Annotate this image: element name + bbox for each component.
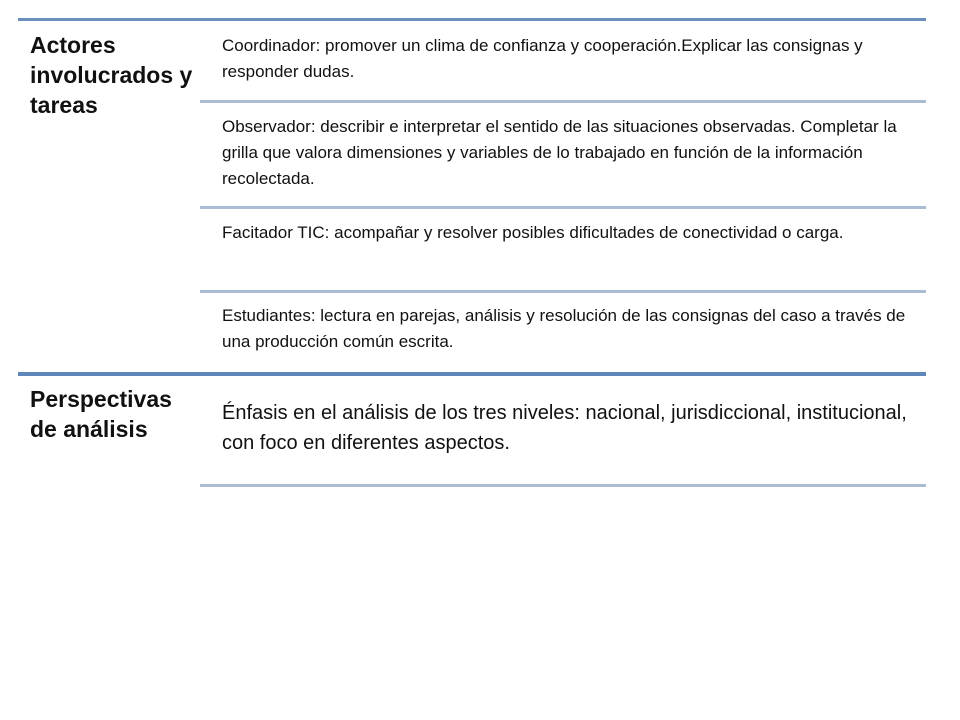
cell-divider xyxy=(200,100,926,103)
cell-divider xyxy=(200,206,926,209)
cell-coordinador: Coordinador: promover un clima de confianza y cooperación.Explicar las consignas y responder dudas. xyxy=(222,36,863,81)
table-top-rule xyxy=(18,18,926,21)
row-divider xyxy=(18,372,926,376)
cell-divider xyxy=(200,290,926,293)
table-bottom-rule xyxy=(200,484,926,487)
row-heading-actores: Actores involucrados y tareas xyxy=(30,32,193,118)
cell-estudiantes: Estudiantes: lectura en parejas, análisis y resolución de las consignas del caso a través de una producción común escrita. xyxy=(222,306,906,351)
cell-facilitador-tic: Facitador TIC: acompañar y resolver posibles dificultades de conectividad o carga. xyxy=(222,223,844,242)
cell-enfasis: Énfasis en el análisis de los tres niveles: nacional, jurisdiccional, institucional, con foco en diferentes aspectos. xyxy=(222,402,907,454)
cell-observador: Observador: describir e interpretar el sentido de las situaciones observadas. Completar la grilla que valora dimensiones y variables de lo trabajado en función de la información recolectada. xyxy=(222,117,897,188)
row-heading-perspectivas: Perspectivas de análisis xyxy=(30,386,172,442)
